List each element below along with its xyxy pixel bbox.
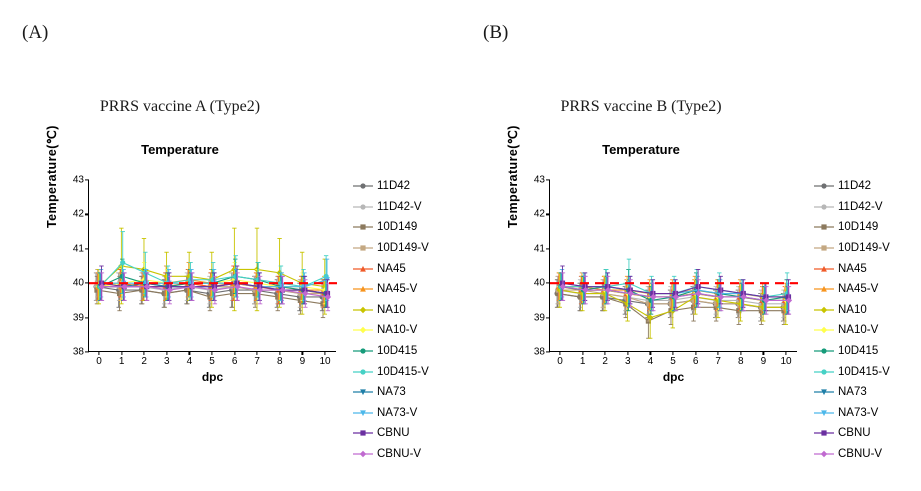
panel-title-b: PRRS vaccine B (Type2) — [560, 98, 722, 115]
legend-marker-icon — [813, 201, 835, 213]
legend-marker-icon — [813, 263, 835, 275]
legend-marker-icon — [813, 221, 835, 233]
x-tick-label: 0 — [557, 356, 563, 367]
legend-label: 10D415 — [377, 345, 418, 358]
legend-label: NA45 — [377, 262, 406, 275]
legend-marker-icon — [352, 304, 374, 316]
x-tick-label: 10 — [780, 356, 792, 367]
chart-title-b: Temperature — [602, 142, 680, 157]
legend-marker-icon — [813, 345, 835, 357]
legend-marker-icon — [813, 180, 835, 192]
legend-item-na45[interactable] — [813, 258, 921, 279]
panel-letter-b: (B) — [483, 22, 509, 43]
legend-label: NA45 — [838, 262, 867, 275]
legend-label: 11D42-V — [838, 200, 883, 213]
legend-b — [813, 176, 921, 464]
legend-item-cbnu[interactable] — [352, 423, 462, 444]
y-axis-label-a: Temperature(℃) — [45, 125, 59, 228]
legend-item-11d42[interactable] — [813, 176, 921, 197]
legend-marker-icon — [352, 201, 374, 213]
x-tick-label: 8 — [738, 356, 744, 367]
legend-label: NA10-V — [377, 324, 418, 337]
legend-item-10d415-v[interactable] — [352, 361, 462, 382]
x-tick-label: 1 — [579, 356, 586, 367]
legend-label: 10D415-V — [838, 365, 890, 378]
legend-marker-icon — [352, 180, 374, 192]
y-tick-label: 38 — [533, 346, 545, 358]
panel-a — [0, 0, 460, 491]
legend-label: NA10 — [838, 303, 867, 316]
legend-label: 11D42-V — [377, 200, 422, 213]
plot-area-b — [506, 125, 807, 384]
x-axis-label: dpc — [201, 370, 224, 384]
legend-a — [352, 176, 462, 464]
legend-item-10d149[interactable] — [813, 217, 921, 238]
legend-label: CBNU-V — [377, 448, 422, 461]
legend-item-na10[interactable] — [813, 300, 921, 321]
legend-label: NA10 — [377, 303, 406, 316]
legend-label: 10D415 — [838, 345, 879, 358]
x-tick-label: 7 — [715, 356, 721, 367]
legend-label: 10D149-V — [838, 242, 890, 255]
legend-marker-icon — [813, 242, 835, 254]
legend-label: CBNU — [838, 427, 871, 440]
y-tick-label: 42 — [72, 208, 84, 220]
x-tick-label: 1 — [118, 356, 125, 367]
plot-canvas-b — [533, 174, 797, 384]
legend-label: 10D149-V — [377, 242, 429, 255]
legend-marker-icon — [813, 427, 835, 439]
x-tick-label: 9 — [299, 356, 306, 367]
legend-label: 10D149 — [377, 221, 418, 234]
legend-label: CBNU — [377, 427, 410, 440]
legend-label: CBNU-V — [838, 448, 883, 461]
x-tick-label: 5 — [209, 356, 215, 367]
legend-label: 11D42 — [838, 180, 872, 193]
legend-item-10d149-v[interactable] — [813, 238, 921, 259]
legend-item-na45[interactable] — [352, 258, 462, 279]
legend-marker-icon — [352, 221, 374, 233]
legend-marker-icon — [352, 427, 374, 439]
x-tick-label: 6 — [692, 356, 699, 367]
x-tick-label: 10 — [319, 356, 331, 367]
legend-item-11d42-v[interactable] — [813, 197, 921, 218]
x-axis-label: dpc — [662, 370, 685, 384]
legend-marker-icon — [352, 283, 374, 295]
x-tick-label: 2 — [602, 356, 608, 367]
legend-item-10d149-v[interactable] — [352, 238, 462, 259]
legend-item-na73[interactable] — [352, 382, 462, 403]
legend-item-10d415[interactable] — [813, 341, 921, 362]
legend-label: 10D149 — [838, 221, 879, 234]
legend-label: NA45-V — [838, 283, 879, 296]
legend-item-10d415[interactable] — [352, 341, 462, 362]
panel-letter-a: (A) — [22, 22, 49, 43]
y-tick-label: 42 — [533, 208, 545, 220]
x-tick-label: 7 — [254, 356, 260, 367]
plot-area-a — [45, 125, 346, 384]
legend-marker-icon — [352, 407, 374, 419]
x-tick-label: 4 — [647, 356, 654, 367]
panel-b — [461, 0, 921, 491]
legend-item-na73[interactable] — [813, 382, 921, 403]
legend-label: NA10-V — [838, 324, 879, 337]
x-tick-label: 2 — [141, 356, 147, 367]
legend-item-na73-v[interactable] — [352, 403, 462, 424]
y-tick-label: 39 — [72, 312, 84, 324]
x-tick-label: 6 — [231, 356, 238, 367]
legend-marker-icon — [352, 366, 374, 378]
legend-item-na10[interactable] — [352, 300, 462, 321]
x-tick-label: 9 — [760, 356, 767, 367]
series-na10 — [96, 228, 328, 314]
legend-item-11d42[interactable] — [352, 176, 462, 197]
legend-label: NA73 — [838, 386, 867, 399]
legend-marker-icon — [813, 407, 835, 419]
legend-marker-icon — [813, 283, 835, 295]
legend-item-na73-v[interactable] — [813, 403, 921, 424]
legend-label: 10D415-V — [377, 365, 429, 378]
legend-label: NA73-V — [377, 406, 418, 419]
x-tick-label: 8 — [277, 356, 283, 367]
legend-marker-icon — [352, 386, 374, 398]
legend-item-cbnu[interactable] — [813, 423, 921, 444]
legend-item-cbnu-v[interactable] — [813, 444, 921, 465]
series-layer — [89, 180, 337, 352]
legend-label: NA73-V — [838, 406, 879, 419]
legend-marker-icon — [352, 242, 374, 254]
panel-title-a: PRRS vaccine A (Type2) — [99, 98, 261, 115]
legend-marker-icon — [813, 386, 835, 398]
legend-marker-icon — [352, 263, 374, 275]
x-tick-label: 3 — [164, 356, 170, 367]
y-tick-label: 43 — [533, 174, 545, 186]
y-tick-label: 41 — [72, 243, 84, 255]
legend-label: NA73 — [377, 386, 406, 399]
legend-item-10d415-v[interactable] — [813, 361, 921, 382]
legend-marker-icon — [813, 304, 835, 316]
legend-marker-icon — [352, 324, 374, 336]
legend-marker-icon — [352, 345, 374, 357]
legend-item-na10-v[interactable] — [352, 320, 462, 341]
y-tick-label: 41 — [533, 243, 545, 255]
y-tick-label: 40 — [533, 277, 545, 289]
x-tick-label: 3 — [625, 356, 631, 367]
legend-label: 11D42 — [377, 180, 411, 193]
legend-label: NA45-V — [377, 283, 418, 296]
legend-item-na10-v[interactable] — [813, 320, 921, 341]
legend-item-na45-v[interactable] — [813, 279, 921, 300]
legend-item-na45-v[interactable] — [352, 279, 462, 300]
legend-item-10d149[interactable] — [352, 217, 462, 238]
x-tick-label: 5 — [670, 356, 676, 367]
y-tick-label: 43 — [72, 174, 84, 186]
legend-marker-icon — [352, 448, 374, 460]
x-tick-label: 0 — [96, 356, 102, 367]
legend-item-cbnu-v[interactable] — [352, 444, 462, 465]
legend-marker-icon — [813, 324, 835, 336]
y-axis-label-b: Temperature(℃) — [506, 125, 520, 228]
legend-item-11d42-v[interactable] — [352, 197, 462, 218]
y-tick-label: 38 — [72, 346, 84, 358]
chart-title-a: Temperature — [141, 142, 219, 157]
legend-marker-icon — [813, 366, 835, 378]
y-tick-label: 39 — [533, 312, 545, 324]
legend-marker-icon — [813, 448, 835, 460]
plot-canvas-a — [72, 174, 336, 384]
series-layer — [550, 180, 798, 352]
x-tick-label: 4 — [186, 356, 193, 367]
y-tick-label: 40 — [72, 277, 84, 289]
